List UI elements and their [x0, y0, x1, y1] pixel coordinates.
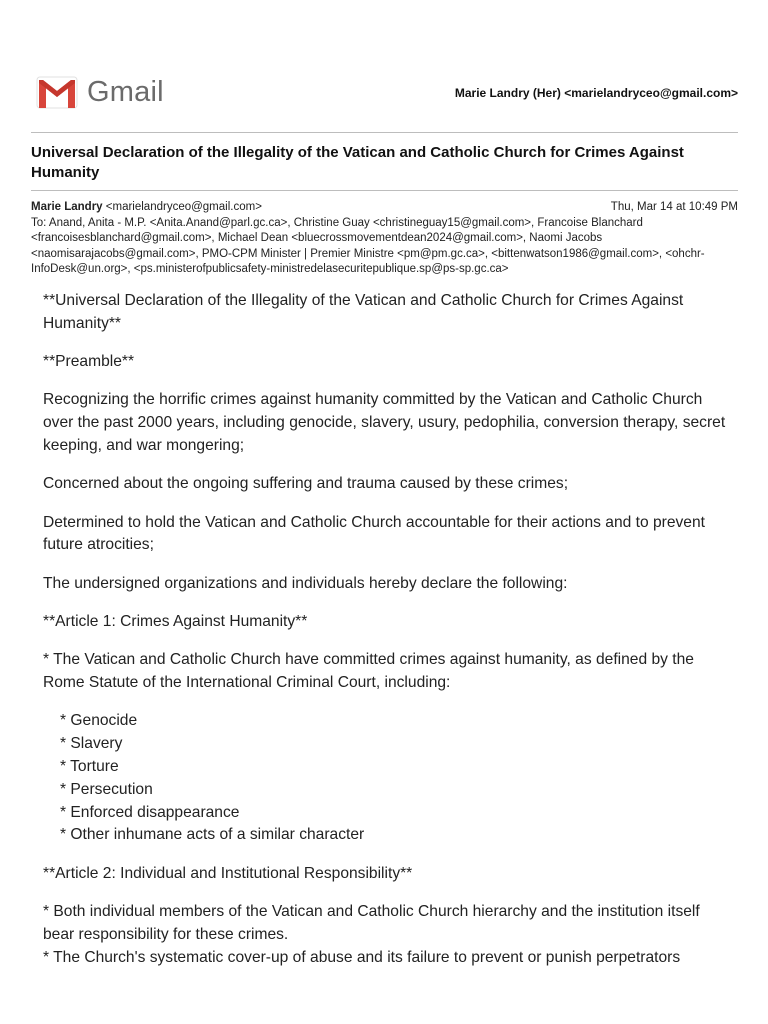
gmail-wordmark: Gmail	[87, 76, 164, 108]
gmail-envelope-icon	[36, 76, 78, 109]
article-1-text: * The Vatican and Catholic Church have committed crimes against humanity, as defined by the Rome Statute of the International Criminal Court, including:	[43, 651, 694, 692]
paragraph: The undersigned organizations and individuals hereby declare the following:	[43, 574, 568, 592]
paragraph: Recognizing the horrific crimes against humanity committed by the Vatican and Catholic Church over the past 2000 years, including genocide, slavery, usury, pedophilia, conversion therapy, secret keeping, and war mongering;	[43, 391, 726, 454]
list-item: * Torture	[60, 757, 119, 775]
list-item: * Enforced disappearance	[60, 803, 240, 821]
article-2-text: * The Church's systematic cover-up of abuse and its failure to prevent or punish perpetrators	[43, 948, 681, 966]
gmail-header	[31, 72, 738, 116]
recipients: To: Anand, Anita - M.P. <Anita.Anand@parl.gc.ca>, Christine Guay <christineguay15@gmail.com>, Francoise Blanchard <francoisesblanchard@gmail.com>, Michael Dean <bluecrossmovementdean2024@gmail.com>, Naomi Jacobs <naomisarajacobs@gmail.com>, PMO-CPM Minister | Premier Ministre <pm@pm.gc.ca>, <bittenwatson1986@gmail.com>, <ohchr-InfoDesk@un.org>, <ps.ministerofpublicsafety-ministredelasecuritepublique.sp@ps-sp.gc.ca>	[31, 216, 705, 275]
preamble-heading: **Preamble**	[43, 353, 135, 371]
email-subject: Universal Declaration of the Illegality of the Vatican and Catholic Church for Crimes Against Humanity	[31, 144, 684, 181]
sender-email: <marielandryceo@gmail.com>	[105, 201, 262, 213]
list-item: * Persecution	[60, 780, 153, 798]
list-item: * Genocide	[60, 712, 138, 730]
divider	[31, 132, 738, 133]
email-body	[43, 290, 733, 969]
article-2-text: * Both individual members of the Vatican and Catholic Church hierarchy and the institution itself bear responsibility for these crimes.	[43, 902, 700, 943]
divider	[31, 190, 738, 191]
gmail-logo	[36, 76, 164, 109]
article-2-heading: **Article 2: Individual and Institutional Responsibility**	[43, 864, 413, 882]
account-identity: Marie Landry (Her) <marielandryceo@gmail.com>	[454, 86, 738, 100]
list-item: * Other inhumane acts of a similar character	[60, 826, 365, 844]
list-item: * Slavery	[60, 735, 123, 753]
declaration-title: **Universal Declaration of the Illegality of the Vatican and Catholic Church for Crimes Against Humanity**	[43, 292, 684, 332]
sender-name: Marie Landry	[31, 201, 103, 213]
paragraph: Concerned about the ongoing suffering and trauma caused by these crimes;	[43, 475, 569, 493]
paragraph: Determined to hold the Vatican and Catholic Church accountable for their actions and to prevent future atrocities;	[43, 513, 705, 554]
email-meta	[31, 200, 738, 278]
email-date: Thu, Mar 14 at 10:49 PM	[610, 201, 738, 213]
article-1-heading: **Article 1: Crimes Against Humanity**	[43, 612, 308, 630]
crimes-list	[43, 710, 733, 847]
